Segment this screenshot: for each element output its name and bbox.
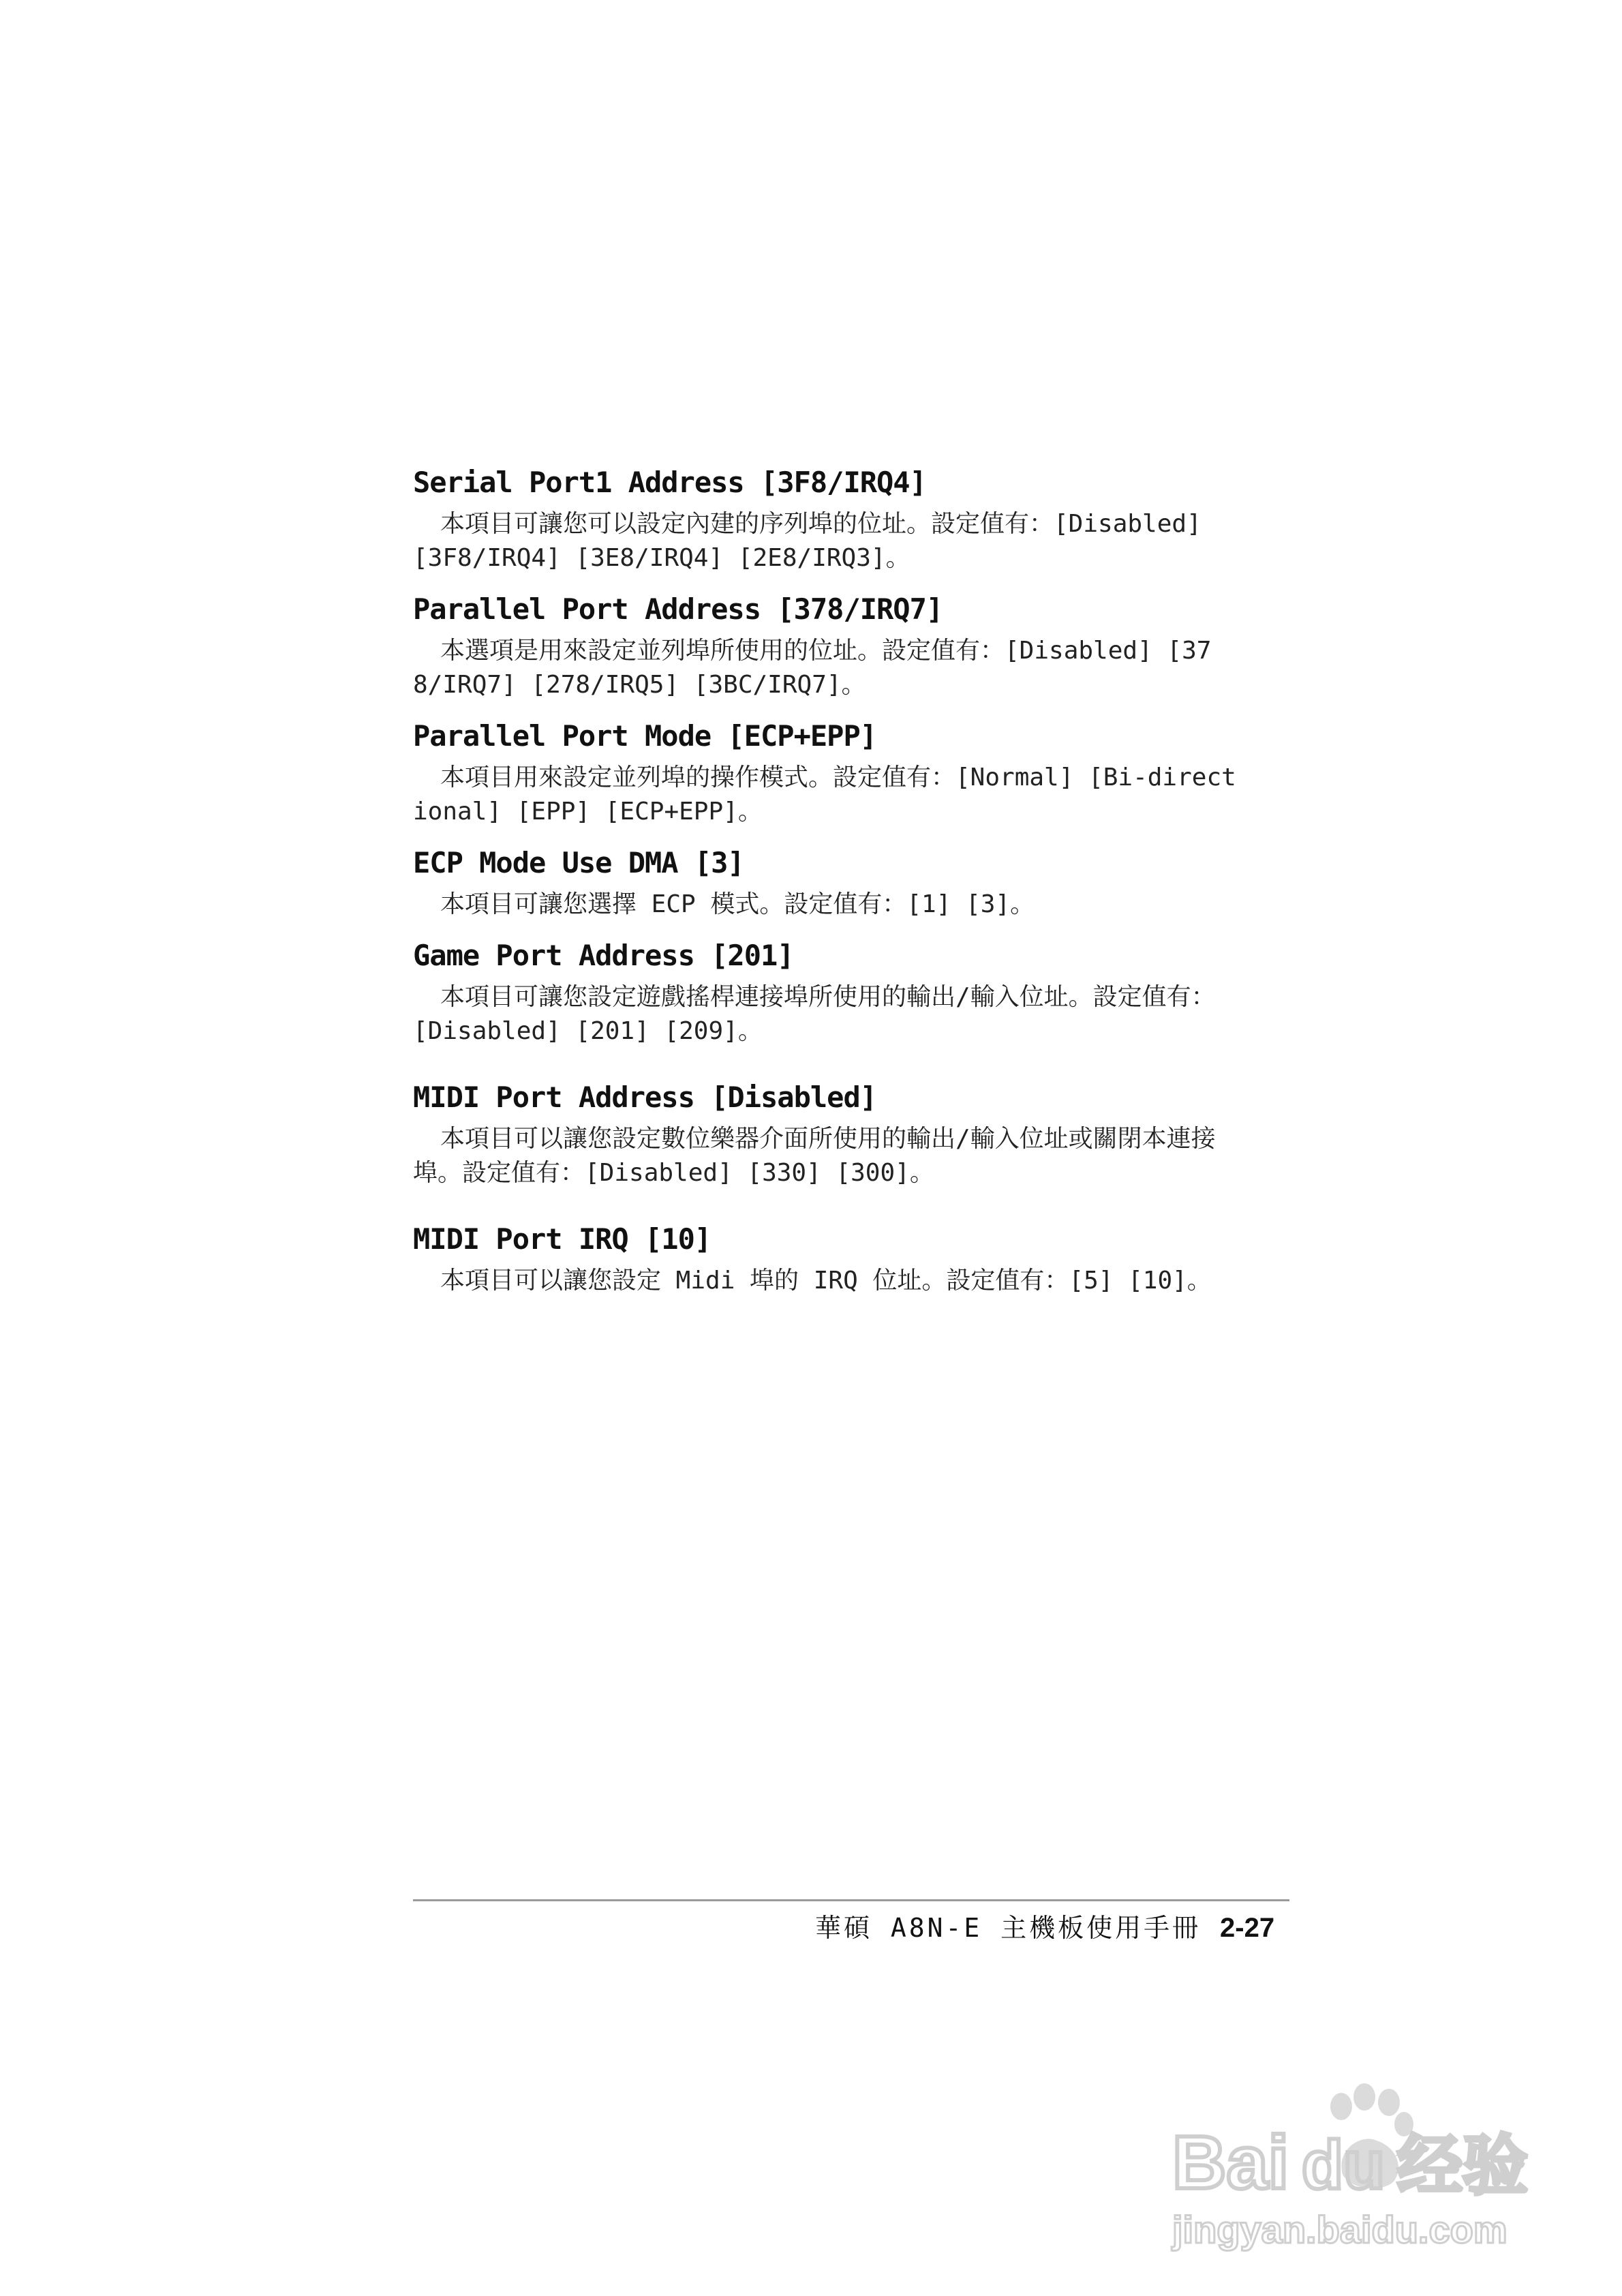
section-title-midi-port-address: MIDI Port Address [Disabled] (413, 1081, 877, 1114)
section-body-ecp-mode-dma: 本項目可讓您選擇 ECP 模式。設定值有：[1] [3]。 (440, 890, 1035, 918)
svg-text:经验: 经验 (1397, 2128, 1528, 2204)
document-content (413, 461, 1239, 1310)
section-title-parallel-port-mode: Parallel Port Mode [ECP+EPP] (413, 719, 877, 753)
section-title-parallel-port-address: Parallel Port Address [378/IRQ7] (413, 592, 943, 626)
section-body-midi-port-address: 本項目可以讓您設定數位樂器介面所使用的輸出/輸入位址或關閉本連接埠。設定值有：[Disabled] [330] [300]。 (413, 1125, 1216, 1187)
section-body-parallel-port-mode: 本項目用來設定並列埠的操作模式。設定值有：[Normal] [Bi-directional] [EPP] [ECP+EPP]。 (413, 764, 1236, 826)
section-body-game-port-address: 本項目可讓您設定遊戲搖桿連接埠所使用的輸出/輸入位址。設定值有：[Disabled] [201] [209]。 (413, 983, 1216, 1045)
section-title-game-port-address: Game Port Address [201] (413, 939, 794, 972)
section-title-serial-port1: Serial Port1 Address [3F8/IRQ4] (413, 466, 926, 499)
section-title-midi-port-irq: MIDI Port IRQ [10] (413, 1222, 711, 1256)
watermark-url-text: jingyan.baidu.com (1172, 2208, 1508, 2251)
baidu-jingyan-watermark (1159, 2072, 1540, 2263)
footer-divider (413, 1899, 1289, 1901)
watermark-brand-text: Bai (1172, 2121, 1289, 2205)
section-title-ecp-mode-dma: ECP Mode Use DMA [3] (413, 846, 744, 879)
section-body-midi-port-irq: 本項目可以讓您設定 Midi 埠的 IRQ 位址。設定值有：[5] [10]。 (440, 1267, 1212, 1295)
section-body-parallel-port-address: 本選項是用來設定並列埠所使用的位址。設定值有：[Disabled] [378/IRQ7] [278/IRQ5] [3BC/IRQ7]。 (413, 637, 1212, 699)
section-body-serial-port1: 本項目可讓您可以設定內建的序列埠的位址。設定值有：[Disabled] [3F8/IRQ4] [3E8/IRQ4] [2E8/IRQ3]。 (413, 510, 1202, 572)
svg-text:du: du (1302, 2127, 1386, 2203)
footer-manual-title: 華碩 A8N-E 主機板使用手冊 (815, 1913, 1202, 1943)
footer-page-number: 2-27 (1220, 1913, 1275, 1943)
